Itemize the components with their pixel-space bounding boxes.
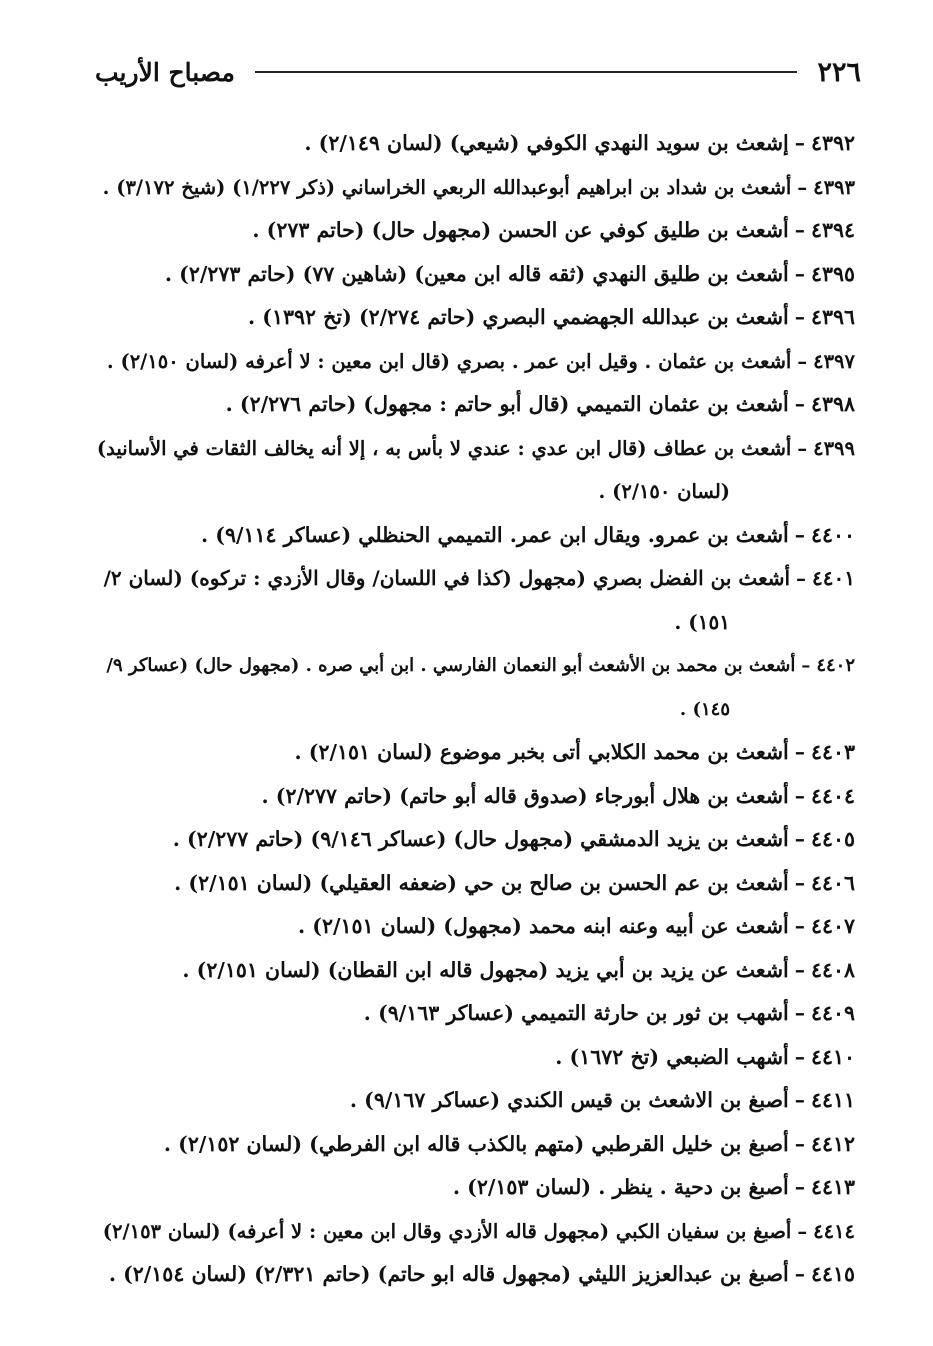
entry-text: أشعث بن عبدالله الجهضمي البصري (حاتم ٢/٢٧٤) (تخ ١٣٩٢) . — [248, 305, 789, 329]
entry-number: ٤٤٠١ — [812, 566, 855, 590]
entry-row — [90, 949, 855, 993]
entry-text: أشعث بن محمد الكلابي أتى بخبر موضوع (لسان ٢/١٥١) . — [294, 740, 789, 764]
entry-number: ٤٤٠٢ — [816, 655, 855, 676]
entry-continuation: ١٤٥) . — [679, 698, 730, 720]
entry-dash: – — [794, 957, 805, 982]
entry-dash: – — [797, 436, 808, 460]
entry-row — [90, 1079, 855, 1123]
entry-continuation: (لسان ٢/١٥٠) . — [598, 480, 730, 503]
entry-dash: – — [794, 1175, 805, 1199]
entry-text: أشعث بن الفضل بصري (مجهول (كذا في اللسان/ وقال الأزدي : تركوه) (لسان ٢/ — [103, 566, 791, 590]
entry-row — [90, 1253, 855, 1297]
entry-dash: – — [794, 1262, 805, 1286]
entry-row — [90, 775, 855, 819]
entry-dash: – — [794, 1001, 805, 1025]
entry-number: ٤٤١٤ — [813, 1219, 855, 1243]
entry-row — [90, 1210, 855, 1254]
page-header — [95, 52, 861, 92]
entry-row — [90, 166, 855, 210]
entry-row — [90, 1123, 855, 1167]
entry-continuation: ١٥١) . — [674, 609, 730, 634]
entry-number: ٤٤٠٨ — [810, 957, 855, 982]
entry-text: أشعث بن شداد بن ابراهيم أبوعبدالله الربعي الخراساني (ذكر ١/٢٢٧) (شيخ ٣/١٧٢) . — [102, 175, 792, 199]
entry-dash: – — [794, 740, 805, 764]
entry-dash: – — [794, 783, 805, 808]
entry-number: ٤٣٩٤ — [810, 218, 855, 242]
entry-row — [90, 731, 855, 775]
entry-number: ٤٤١٢ — [810, 1131, 855, 1156]
entry-row — [90, 1166, 855, 1210]
entry-dash: – — [794, 1088, 805, 1112]
entry-row — [90, 818, 855, 862]
entry-row — [90, 340, 855, 384]
entry-number: ٤٤٠٤ — [810, 783, 855, 808]
entry-text: أصبغ بن سفيان الكبي (مجهول قاله الأزدي وقال ابن معين : لا أعرفه) (لسان ٢/١٥٣) — [102, 1219, 792, 1243]
entry-number: ٤٤٠٠ — [810, 522, 855, 547]
entry-text: أشعث بن عطاف (قال ابن عدي : عندي لا بأس به ، إلا أنه يخالف الثقات في الأسانيد) — [96, 436, 792, 460]
entry-dash: – — [794, 1044, 805, 1069]
entry-dash: – — [794, 131, 805, 155]
entry-dash: – — [797, 1219, 808, 1243]
entry-row — [90, 514, 855, 558]
entry-text: أشهب الضبعي (تخ ١٦٧٢) . — [555, 1044, 789, 1069]
entry-text: أصبغ بن الاشعث بن قيس الكندي (عساكر ٩/١٦٧) . — [349, 1088, 789, 1112]
entry-number: ٤٣٩٣ — [813, 175, 855, 199]
entry-row — [90, 122, 855, 166]
entry-row — [90, 209, 855, 253]
entry-dash: – — [794, 870, 805, 895]
entry-text: أصبغ بن عبدالعزيز الليثي (مجهول قاله ابو حاتم) (حاتم ٢/٣٢١) (لسان ٢/١٥٤) . — [108, 1262, 789, 1286]
entry-dash: – — [794, 392, 805, 416]
entry-dash: – — [801, 655, 811, 676]
entry-number: ٤٣٩٩ — [813, 436, 855, 460]
entry-row — [90, 296, 855, 340]
entry-dash: – — [794, 218, 805, 242]
entry-dash: – — [794, 522, 805, 547]
entry-row — [90, 1036, 855, 1080]
entry-number: ٤٣٩٦ — [810, 305, 855, 329]
entry-row — [90, 862, 855, 906]
entry-number: ٤٤١١ — [810, 1088, 855, 1112]
entry-text: أشعث بن محمد بن الأشعث أبو النعمان الفارسي . ابن أبي صره . (مجهول حال) (عساكر ٩/ — [106, 655, 796, 676]
entry-dash: – — [797, 349, 808, 373]
entry-row — [90, 644, 855, 731]
running-title: مصباح الأريب — [95, 57, 235, 87]
entry-row — [90, 992, 855, 1036]
entry-dash: – — [794, 1131, 805, 1156]
entry-text: أشعث بن عم الحسن بن صالح بن حي (ضعفه العقيلي) (لسان ٢/١٥١) . — [174, 870, 789, 895]
entry-number: ٤٣٩٢ — [810, 131, 855, 155]
entry-text: أشعث بن طليق كوفي عن الحسن (مجهول حال) (حاتم ٢٧٣) . — [252, 218, 789, 242]
entry-number: ٤٣٩٥ — [810, 261, 855, 286]
entry-number: ٤٤١٥ — [810, 1262, 855, 1286]
entry-number: ٤٤٠٦ — [810, 870, 855, 895]
entry-number: ٤٤٠٧ — [810, 914, 855, 938]
entry-number: ٤٤٠٥ — [810, 827, 855, 851]
entry-number: ٤٤١٠ — [810, 1044, 855, 1069]
entry-text: أشعث بن هلال أبورجاء (صدوق قاله أبو حاتم) (حاتم ٢/٢٧٧) . — [261, 783, 789, 808]
entry-number: ٤٣٩٧ — [813, 349, 855, 373]
entry-text: أشعث عن يزيد بن أبي يزيد (مجهول قاله ابن القطان) (لسان ٢/١٥١) . — [182, 957, 789, 982]
entry-row — [90, 427, 855, 514]
entry-row — [90, 253, 855, 297]
entry-dash: – — [794, 827, 805, 851]
entry-text: أشعث عن أبيه وعنه ابنه محمد (مجهول) (لسان ٢/١٥١) . — [297, 914, 789, 938]
header-rule — [255, 71, 798, 73]
entry-text: أشعث بن طليق النهدي (ثقه قاله ابن معين) (شاهين ٧٧) (حاتم ٢/٢٧٣) . — [164, 261, 789, 286]
entry-text: أشعث بن يزيد الدمشقي (مجهول حال) (عساكر ٩/١٤٦) (حاتم ٢/٢٧٧) . — [172, 827, 789, 851]
entry-text: أشعث بن عثمان التميمي (قال أبو حاتم : مجهول) (حاتم ٢/٢٧٦) . — [225, 392, 789, 416]
entry-text: أصبغ بن خليل القرطبي (متهم بالكذب قاله ابن الفرطي) (لسان ٢/١٥٢) . — [163, 1131, 789, 1156]
entry-dash: – — [797, 175, 808, 199]
entry-dash: – — [794, 305, 805, 329]
entry-number: ٤٤١٣ — [810, 1175, 855, 1199]
entry-text: أشعث بن عثمان . وقيل ابن عمر . بصري (قال ابن معين : لا أعرفه (لسان ٢/١٥٠) . — [106, 349, 792, 373]
entry-text: إشعث بن سويد النهدي الكوفي (شيعي) (لسان ٢/١٤٩) . — [304, 131, 789, 155]
entry-text: أشعث بن عمرو. ويقال ابن عمر. التميمي الحنظلي (عساكر ٩/١١٤) . — [200, 522, 789, 547]
entry-row — [90, 905, 855, 949]
entry-number: ٤٤٠٣ — [810, 740, 855, 764]
entry-dash: – — [794, 261, 805, 286]
entry-number: ٤٤٠٩ — [810, 1001, 855, 1025]
entry-dash: – — [796, 566, 807, 590]
page-number: ٢٢٦ — [817, 56, 861, 88]
entry-row — [90, 383, 855, 427]
entry-number: ٤٣٩٨ — [810, 392, 855, 416]
entry-list — [90, 122, 855, 1297]
entry-row — [90, 557, 855, 644]
entry-text: أشهب بن ثور بن حارثة التميمي (عساكر ٩/١٦٣) . — [363, 1001, 789, 1025]
entry-text: أصبغ بن دحية . ينظر . (لسان ٢/١٥٣) . — [452, 1175, 789, 1199]
entry-dash: – — [794, 914, 805, 938]
